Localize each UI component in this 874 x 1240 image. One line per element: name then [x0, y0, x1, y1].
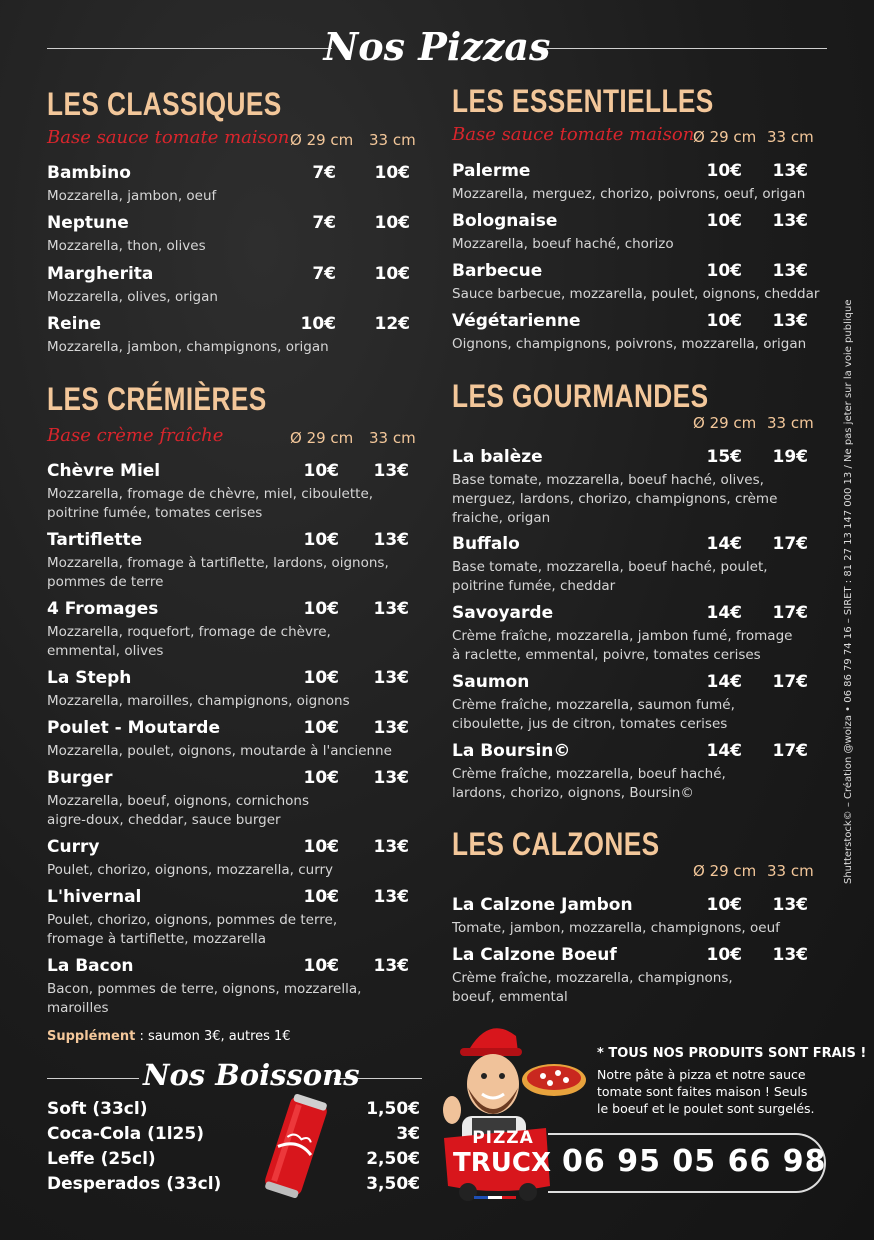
menu-item-name: Margherita [47, 264, 154, 284]
menu-item-description: Poulet, chorizo, oignons, mozzarella, curry [47, 862, 334, 878]
menu-item-price-33: 13€ [373, 599, 409, 619]
menu-item-price-29: 14€ [706, 603, 742, 623]
menu-item-name: 4 Fromages [47, 599, 159, 619]
menu-item-price-33: 10€ [374, 163, 410, 183]
menu-item-name: Savoyarde [452, 603, 554, 623]
menu-item-description: Poulet, chorizo, oignons, pommes de terre, [47, 912, 338, 928]
menu-item-description: poitrine fumée, tomates cerises [47, 505, 263, 521]
menu-item-price-29: 7€ [312, 264, 336, 284]
menu-item-name: Végétarienne [452, 311, 581, 331]
menu-item-price-29: 10€ [303, 599, 339, 619]
gourmandes-size-29: Ø 29 cm [693, 414, 757, 432]
calzones-size-29: Ø 29 cm [693, 862, 757, 880]
cremieres-size-33: 33 cm [369, 429, 416, 447]
menu-item-description: Mozzarella, fromage à tartiflette, lardons, oignons, [47, 555, 389, 571]
calzones-size-33: 33 cm [767, 862, 814, 880]
fresh-note-line3: le boeuf et le poulet sont surgelés. [597, 1101, 815, 1116]
menu-item-description: Tomate, jambon, mozzarella, champignons, oeuf [452, 920, 780, 936]
menu-item-description: Crème fraîche, mozzarella, jambon fumé, fromage [452, 628, 793, 644]
menu-item-name: La balèze [452, 447, 543, 467]
menu-item-price-29: 10€ [303, 718, 339, 738]
menu-item-price-29: 7€ [312, 213, 336, 233]
menu-item-price-33: 13€ [772, 311, 808, 331]
menu-item-name: Saumon [452, 672, 530, 692]
menu-item-description: Oignons, champignons, poivrons, mozzarella, origan [452, 336, 807, 352]
menu-item-description: Mozzarella, jambon, oeuf [47, 188, 217, 204]
menu-item-name: Neptune [47, 213, 129, 233]
menu-item-price-33: 10€ [374, 264, 410, 284]
essentielles-size-33: 33 cm [767, 128, 814, 146]
section-title-calzones: LES CALZONES [452, 826, 660, 862]
classiques-size-33: 33 cm [369, 131, 416, 149]
menu-item-description: maroilles [47, 1000, 109, 1016]
menu-item-description: pommes de terre [47, 574, 164, 590]
menu-item-price-29: 7€ [312, 163, 336, 183]
cremieres-size-29: Ø 29 cm [290, 429, 354, 447]
menu-item-description: fraiche, origan [452, 510, 551, 526]
menu-item-price-29: 15€ [706, 447, 742, 467]
menu-item-price-33: 13€ [772, 161, 808, 181]
page-title: Nos Pizzas [323, 24, 551, 69]
menu-item-price-29: 10€ [303, 668, 339, 688]
section-title-essentielles: LES ESSENTIELLES [452, 83, 714, 119]
menu-item-name: L'hivernal [47, 887, 142, 907]
supplement-text: : saumon 3€, autres 1€ [135, 1029, 291, 1044]
menu-item-description: Mozzarella, boeuf, oignons, cornichons [47, 793, 309, 809]
menu-item-description: Crème fraîche, mozzarella, saumon fumé, [452, 697, 735, 713]
fresh-note-line1: Notre pâte à pizza et notre sauce [597, 1067, 806, 1082]
menu-item-price-33: 19€ [772, 447, 808, 467]
menu-item-name: Bolognaise [452, 211, 558, 231]
boissons-title: Nos Boissons [143, 1058, 360, 1092]
menu-item-price-29: 10€ [706, 311, 742, 331]
menu-item-price-33: 17€ [772, 741, 808, 761]
menu-item-price-33: 17€ [772, 534, 808, 554]
menu-item-description: Base tomate, mozzarella, boeuf haché, olives, [452, 472, 764, 488]
menu-item-name: Burger [47, 768, 113, 788]
menu-item-description: aigre-doux, cheddar, sauce burger [47, 812, 281, 828]
menu-item-name: Curry [47, 837, 100, 857]
phone-number[interactable]: 06 95 05 66 98 [562, 1144, 827, 1179]
menu-item-description: Mozzarella, merguez, chorizo, poivrons, oeuf, origan [452, 186, 806, 202]
menu-item-price-29: 14€ [706, 741, 742, 761]
menu-item-price-29: 10€ [303, 768, 339, 788]
menu-item-price-29: 10€ [706, 895, 742, 915]
drink-name: Soft (33cl) [47, 1099, 148, 1119]
menu-item-name: La Steph [47, 668, 132, 688]
menu-item-price-29: 10€ [706, 261, 742, 281]
menu-item-description: ciboulette, jus de citron, tomates cerises [452, 716, 728, 732]
menu-item-price-29: 10€ [303, 461, 339, 481]
logo-line-pizza: PIZZA [472, 1128, 534, 1148]
supplement-label: Supplément [47, 1029, 136, 1044]
menu-item-description: Mozzarella, olives, origan [47, 289, 218, 305]
menu-item-name: La Calzone Jambon [452, 895, 633, 915]
menu-item-price-29: 10€ [706, 211, 742, 231]
menu-item-price-33: 13€ [373, 718, 409, 738]
classiques-base: Base sauce tomate maison [47, 127, 290, 148]
menu-item-description: Mozzarella, roquefort, fromage de chèvre, [47, 624, 331, 640]
drink-price: 1,50€ [366, 1099, 420, 1119]
menu-item-price-33: 12€ [374, 314, 410, 334]
drink-name: Coca-Cola (1l25) [47, 1124, 204, 1144]
drink-price: 2,50€ [366, 1149, 420, 1169]
menu-item-description: merguez, lardons, chorizo, champignons, crème [452, 491, 778, 507]
classiques-size-29: Ø 29 cm [290, 131, 354, 149]
menu-item-description: Crème fraîche, mozzarella, boeuf haché, [452, 766, 726, 782]
menu-item-price-33: 10€ [374, 213, 410, 233]
menu-item-price-33: 13€ [373, 837, 409, 857]
menu-item-price-33: 13€ [373, 461, 409, 481]
menu-item-name: La Calzone Boeuf [452, 945, 617, 965]
menu-item-price-33: 13€ [772, 895, 808, 915]
menu-item-description: Mozzarella, jambon, champignons, origan [47, 339, 329, 355]
menu-item-description: Mozzarella, fromage de chèvre, miel, ciboulette, [47, 486, 374, 502]
menu-item-name: La Boursin© [452, 741, 571, 761]
menu-item-description: Sauce barbecue, mozzarella, poulet, oignons, cheddar [452, 286, 820, 302]
menu-item-description: Mozzarella, poulet, oignons, moutarde à l'ancienne [47, 743, 392, 759]
menu-item-price-29: 14€ [706, 534, 742, 554]
menu-item-description: fromage à tartiflette, mozzarella [47, 931, 267, 947]
menu-item-description: Crème fraîche, mozzarella, champignons, [452, 970, 733, 986]
menu-item-price-33: 13€ [373, 530, 409, 550]
menu-item-description: emmental, olives [47, 643, 164, 659]
menu-item-price-29: 10€ [303, 530, 339, 550]
menu-item-name: Poulet - Moutarde [47, 718, 220, 738]
menu-item-price-29: 14€ [706, 672, 742, 692]
menu-item-name: Tartiflette [47, 530, 143, 550]
fresh-note-line2: tomate sont faites maison ! Seuls [597, 1084, 808, 1099]
menu-item-description: lardons, chorizo, oignons, Boursin© [452, 785, 694, 801]
supplement-note [47, 1029, 291, 1044]
menu-item-price-33: 13€ [772, 261, 808, 281]
drink-name: Leffe (25cl) [47, 1149, 156, 1169]
menu-item-description: Base tomate, mozzarella, boeuf haché, poulet, [452, 559, 768, 575]
menu-item-name: Bambino [47, 163, 131, 183]
menu-item-description: poitrine fumée, cheddar [452, 578, 616, 594]
side-legal-text: Shutterstock© – Création @woiza • 06 86 79 74 16 – SIRET : 81 27 13 147 000 13 / Ne pas jeter sur la voie publique [843, 299, 854, 884]
gourmandes-size-33: 33 cm [767, 414, 814, 432]
menu-item-name: Chèvre Miel [47, 461, 161, 481]
menu-item-name: Palerme [452, 161, 531, 181]
drink-name: Desperados (33cl) [47, 1174, 222, 1194]
cremieres-base: Base crème fraîche [47, 425, 224, 446]
menu-item-name: La Bacon [47, 956, 134, 976]
essentielles-base: Base sauce tomate maison [452, 124, 695, 145]
section-title-classiques: LES CLASSIQUES [47, 86, 282, 122]
section-title-gourmandes: LES GOURMANDES [452, 378, 709, 414]
menu-item-price-29: 10€ [303, 956, 339, 976]
coca-cola-can-icon [255, 1092, 337, 1200]
menu-item-name: Buffalo [452, 534, 520, 554]
menu-item-price-33: 17€ [772, 603, 808, 623]
drink-price: 3,50€ [366, 1174, 420, 1194]
menu-item-name: Barbecue [452, 261, 543, 281]
menu-item-price-29: 10€ [706, 945, 742, 965]
boissons-rule-left [47, 1078, 139, 1079]
menu-item-price-33: 17€ [772, 672, 808, 692]
menu-item-price-29: 10€ [303, 887, 339, 907]
menu-item-description: Bacon, pommes de terre, oignons, mozzarella, [47, 981, 362, 997]
menu-item-description: Mozzarella, maroilles, champignons, oignons [47, 693, 350, 709]
drink-price: 3€ [396, 1124, 420, 1144]
menu-item-price-29: 10€ [303, 837, 339, 857]
menu-item-description: Mozzarella, thon, olives [47, 238, 206, 254]
section-title-cremieres: LES CRÉMIÈRES [47, 381, 267, 417]
menu-item-description: Mozzarella, boeuf haché, chorizo [452, 236, 674, 252]
logo-line-trucx: TRUCX [453, 1148, 551, 1178]
menu-item-price-33: 13€ [373, 668, 409, 688]
menu-item-price-29: 10€ [706, 161, 742, 181]
menu-item-price-33: 13€ [772, 945, 808, 965]
menu-item-price-29: 10€ [300, 314, 336, 334]
essentielles-size-29: Ø 29 cm [693, 128, 757, 146]
menu-item-name: Reine [47, 314, 102, 334]
menu-item-price-33: 13€ [373, 768, 409, 788]
menu-item-description: à raclette, emmental, poivre, tomates cerises [452, 647, 761, 663]
menu-item-price-33: 13€ [772, 211, 808, 231]
fresh-note-title: * TOUS NOS PRODUITS SONT FRAIS ! [597, 1046, 867, 1061]
menu-item-price-33: 13€ [373, 887, 409, 907]
menu-item-price-33: 13€ [373, 956, 409, 976]
menu-item-description: boeuf, emmental [452, 989, 568, 1005]
